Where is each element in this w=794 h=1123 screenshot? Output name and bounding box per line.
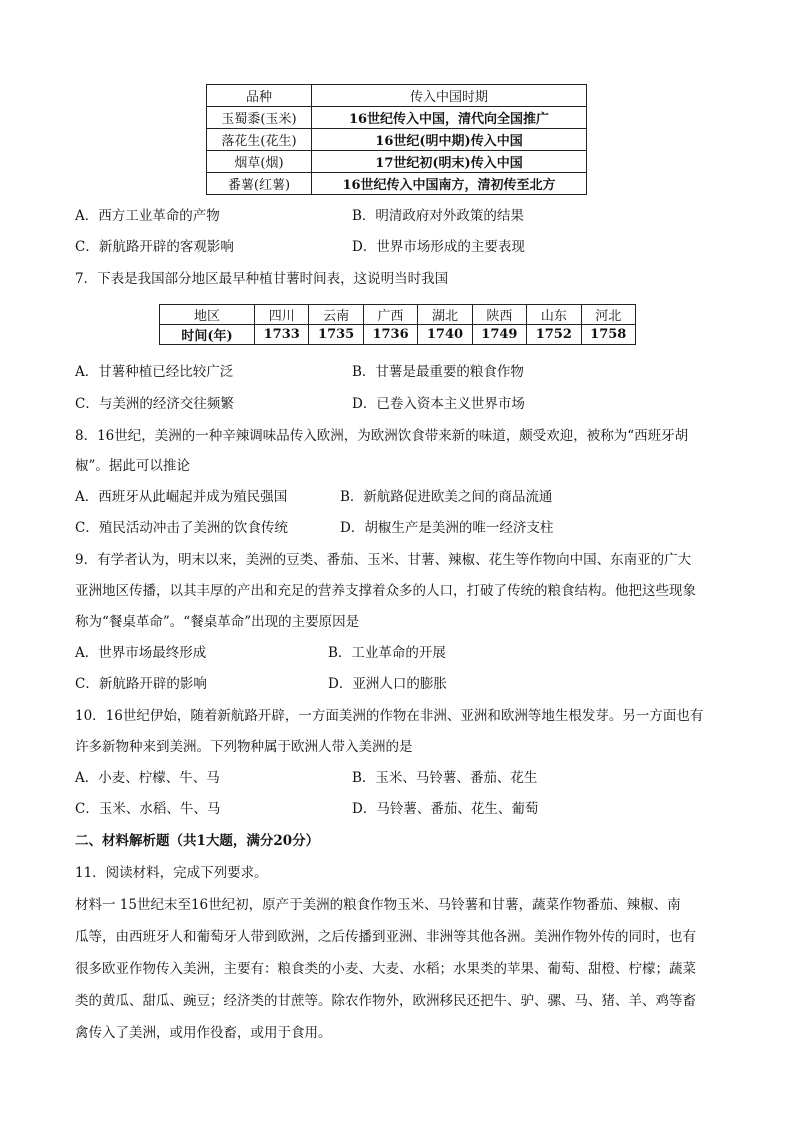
q6-option-b: B．明清政府对外政策的结果 xyxy=(352,208,524,224)
table-cell: 落花生(花生) xyxy=(207,129,312,151)
sweet-potato-year-table xyxy=(159,304,636,345)
table-cell: 山东 xyxy=(527,305,581,325)
q9-stem-line: 9．有学者认为，明末以来，美洲的豆类、番茄、玉米、甘薯、辣椒、花生等作物向中国、东南亚的广大 xyxy=(75,552,692,568)
table-header-cell: 品种 xyxy=(207,85,312,107)
q11-material-line: 很多欧亚作物传入美洲，主要有：粮食类的小麦、大麦、水稻；水果类的苹果、葡萄、甜橙、柠檬；蔬菜 xyxy=(75,961,696,977)
table-row xyxy=(207,129,587,151)
table-cell: 1736 xyxy=(363,325,417,345)
q6-option-a: A．西方工业革命的产物 xyxy=(75,208,220,224)
table-cell: 玉蜀黍(玉米) xyxy=(207,107,312,129)
table-cell: 1749 xyxy=(472,325,526,345)
table-header-row xyxy=(207,85,587,107)
table-row xyxy=(207,107,587,129)
q8-option-b: B．新航路促进欧美之间的商品流通 xyxy=(340,489,553,505)
table-cell: 地区 xyxy=(160,305,255,325)
q11-stem: 11．阅读材料，完成下列要求。 xyxy=(75,865,268,881)
table-header-cell: 传入中国时期 xyxy=(312,85,587,107)
q8-stem-line: 8．16世纪，美洲的一种辛辣调味品传入欧洲，为欧洲饮食带来新的味道，颇受欢迎，被称为“西班牙胡 xyxy=(75,428,689,444)
table-cell: 1758 xyxy=(581,325,635,345)
table-row xyxy=(160,305,636,325)
table-cell: 烟草(烟) xyxy=(207,151,312,173)
crop-introduction-table xyxy=(206,84,587,195)
q11-material-line: 类的黄瓜、甜瓜、豌豆；经济类的甘蔗等。除农作物外，欧洲移民还把牛、驴、骡、马、猪、羊、鸡等畜 xyxy=(75,993,696,1009)
q7-option-b: B．甘薯是最重要的粮食作物 xyxy=(352,364,524,380)
table-cell: 1733 xyxy=(255,325,309,345)
q11-material-line: 材料一 15世纪末至16世纪初，原产于美洲的粮食作物玉米、马铃薯和甘薯，蔬菜作物番茄、辣椒、南 xyxy=(75,897,681,913)
table-cell: 1752 xyxy=(527,325,581,345)
q9-option-a: A．世界市场最终形成 xyxy=(75,645,207,661)
table-cell: 16世纪(明中期)传入中国 xyxy=(312,129,587,151)
table-cell: 番薯(红薯) xyxy=(207,173,312,195)
q7-stem: 7．下表是我国部分地区最早种植甘薯时间表，这说明当时我国 xyxy=(75,271,449,287)
q8-option-c: C．殖民活动冲击了美洲的饮食传统 xyxy=(75,520,288,536)
q10-option-d: D．马铃薯、番茄、花生、葡萄 xyxy=(352,801,539,817)
q10-option-a: A．小麦、柠檬、牛、马 xyxy=(75,770,220,786)
q8-option-d: D．胡椒生产是美洲的唯一经济支柱 xyxy=(340,520,554,536)
q6-option-c: C．新航路开辟的客观影响 xyxy=(75,239,234,255)
table-cell: 16世纪传入中国，清代向全国推广 xyxy=(312,107,587,129)
q8-option-a: A．西班牙从此崛起并成为殖民强国 xyxy=(75,489,288,505)
q8-stem-line: 椒”。据此可以推论 xyxy=(75,458,190,474)
table-row xyxy=(160,325,636,345)
table-cell: 河北 xyxy=(581,305,635,325)
table-cell: 云南 xyxy=(309,305,363,325)
table-cell: 四川 xyxy=(255,305,309,325)
q11-material-line: 禽传入了美洲，或用作役畜，或用于食用。 xyxy=(75,1025,332,1041)
table-cell: 陕西 xyxy=(472,305,526,325)
table-row xyxy=(207,151,587,173)
q9-stem-line: 亚洲地区传播，以其丰厚的产出和充足的营养支撑着众多的人口，打破了传统的粮食结构。他把这些现象 xyxy=(75,583,696,599)
q11-material-line: 瓜等，由西班牙人和葡萄牙人带到欧洲，之后传播到亚洲、非洲等其他各洲。美洲作物外传的同时，也有 xyxy=(75,929,696,945)
table-cell: 1740 xyxy=(418,325,472,345)
section-heading: 二、材料解析题（共1大题，满分20分） xyxy=(75,833,320,849)
table-cell: 16世纪传入中国南方，清初传至北方 xyxy=(312,173,587,195)
q10-stem-line: 许多新物种来到美洲。下列物种属于欧洲人带入美洲的是 xyxy=(75,739,413,755)
table-cell: 湖北 xyxy=(418,305,472,325)
table-cell: 时间(年) xyxy=(160,325,255,345)
q7-option-a: A．甘薯种植已经比较广泛 xyxy=(75,364,234,380)
q7-option-c: C．与美洲的经济交往频繁 xyxy=(75,396,234,412)
table-cell: 广西 xyxy=(363,305,417,325)
q10-option-b: B．玉米、马铃薯、番茄、花生 xyxy=(352,770,538,786)
table-cell: 1735 xyxy=(309,325,363,345)
q9-stem-line: 称为“餐桌革命”。“餐桌革命”出现的主要原因是 xyxy=(75,614,360,630)
q9-option-d: D．亚洲人口的膨胀 xyxy=(328,676,447,692)
q9-option-c: C．新航路开辟的影响 xyxy=(75,676,207,692)
q9-option-b: B．工业革命的开展 xyxy=(328,645,446,661)
q10-option-c: C．玉米、水稻、牛、马 xyxy=(75,801,221,817)
q6-option-d: D．世界市场形成的主要表现 xyxy=(352,239,525,255)
table-cell: 17世纪初(明末)传入中国 xyxy=(312,151,587,173)
q7-option-d: D．已卷入资本主义世界市场 xyxy=(352,396,525,412)
table-row xyxy=(207,173,587,195)
q10-stem-line: 10．16世纪伊始，随着新航路开辟，一方面美洲的作物在非洲、亚洲和欧洲等地生根发芽。另一方面也有 xyxy=(75,708,704,724)
